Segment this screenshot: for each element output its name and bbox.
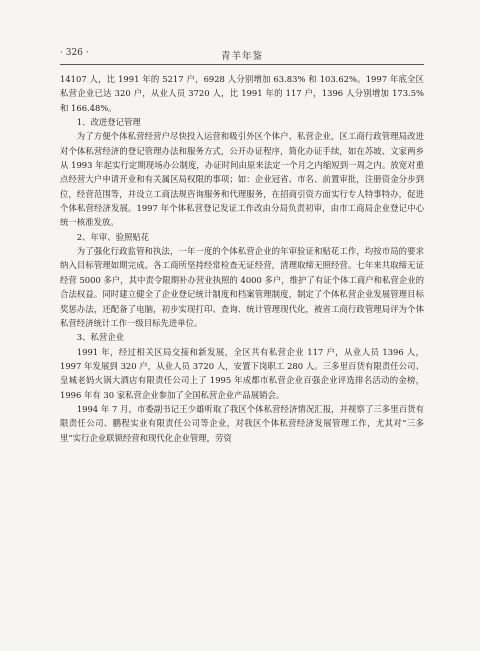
- section-heading: 2、年审、验照贴花: [76, 231, 150, 242]
- body-text: [60, 72, 424, 445]
- paragraph: 为了强化行政监管和执法，一年一度的个体私营企业的年审验证和贴花工作，均按市局的要求纳入目标管理如期完成。各工商所坚持经常检查无证经营，清理取缔无照经营。七年来共取缔无证经营 5000 多户，其中责令限期补办营业执照的 4000 多户，维护了有证个体工商户和私营企业的合法权益。同时建立健全了企业登记统计制度和档案管理制度，制定了个体私营企业发展管理目标奖惩办法，还配备了电脑，初步实现打印、查询、统计管理现代化，被省工商行政管理局评为个体私营经济统计工作一级目标先进单位。: [60, 246, 424, 328]
- section-heading: 3、私营企业: [76, 332, 124, 343]
- paragraph: 14107 人，比 1991 年的 5217 户，6928 人分别增加 63.83% 和 103.62%。1997 年底全区私营企业已达 320 户，从业人员 3720 人，比 1991 年的 117 户，1396 人分别增加 173.5% 和 166.48%。: [60, 74, 424, 113]
- page-number: · 326 ·: [60, 48, 89, 58]
- book-title: 青羊年鉴: [220, 51, 263, 62]
- header-rule: [60, 64, 424, 65]
- section-heading: 1、改进登记管理: [76, 117, 141, 128]
- page-header: [60, 48, 424, 64]
- paragraph: 1991 年，经过相关区局交接和新发展，全区共有私营企业 117 户，从业人员 1396 人，1997 年发展到 320 户，从业人员 3720 人，安置下岗职工 280 人。三多里百货有限责任公司、皇城老妈火锅大酒店有限责任公司上了 1995 年成都市私营企业百强企业评选排名活动的金榜，1996 年有 30 家私营企业参加了全国私营企业产品展销会。: [60, 346, 424, 400]
- paragraph: 为了方便个体私营经营户尽快投入运营和吸引外区个体户、私营企业，区工商行政管理局改进对个体私营经济的登记管理办法和服务方式，公开办证程序，简化办证手续，如在苏坡、文家两乡从 1993 年起实行定期现场办公制度，办证时间由原来法定一个月之内缩短到一周之内。放宽对重点经营大户申请开业和有关属区局权限的事项；如：企业冠省、市名、前置审批，注册资金分步到位，经营范围等，并设立工商法规咨询服务和代理服务，在招商引资方面实行专人特事特办，促进个体私营经济发展。1997 年个体私营登记发证工作改由分局负责初审，由市工商局企业登记中心统一核准发放。: [60, 131, 424, 228]
- paragraph: 1994 年 7 月，市委副书记王少雄听取了我区个体私营经济情况汇报，并视察了三多里百货有限责任公司、鹏程实业有限责任公司等企业，对我区个体私营经济发展管理工作，尤其对“三多里”实行企业联锁经营和现代化企业管理，劳资: [60, 403, 424, 443]
